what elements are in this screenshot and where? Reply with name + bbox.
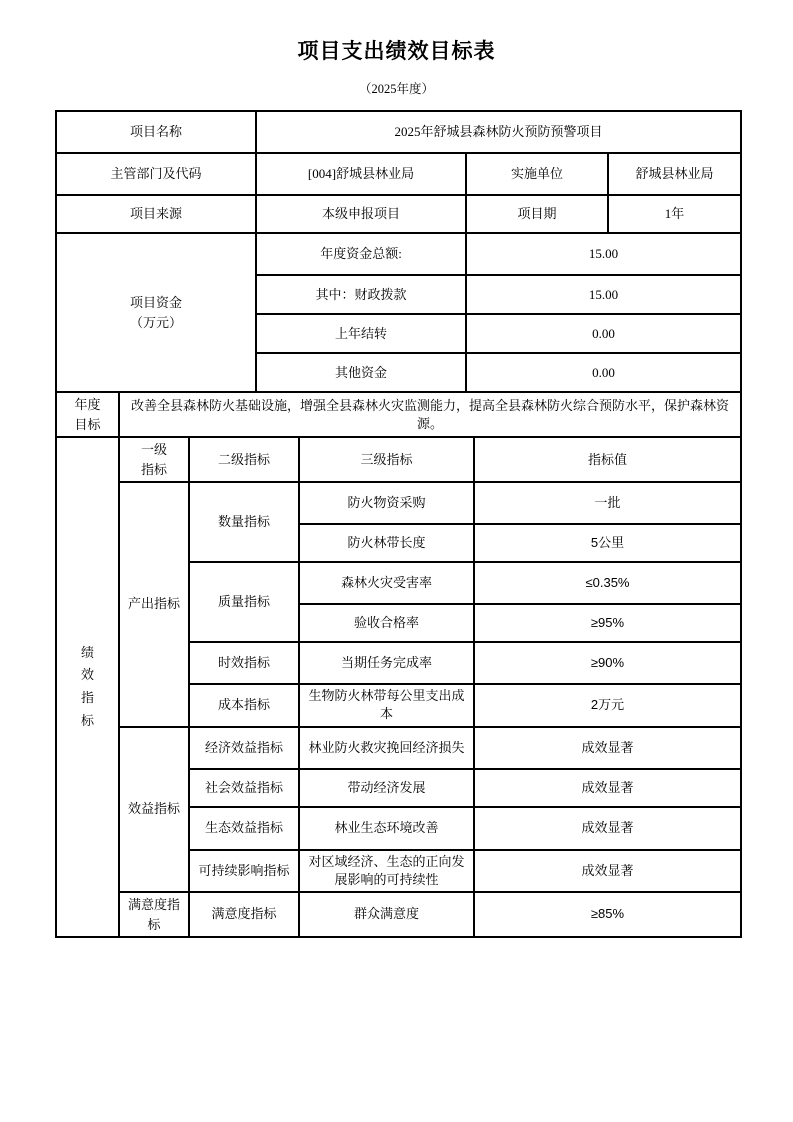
level3-indicator: 森林火灾受害率 (299, 562, 474, 604)
impl-unit-value: 舒城县林业局 (608, 153, 741, 195)
project-name-value: 2025年舒城县森林防火预防预警项目 (256, 111, 741, 153)
level3-indicator: 带动经济发展 (299, 769, 474, 807)
level2-quantity: 数量指标 (189, 482, 299, 562)
table-row (56, 437, 741, 482)
level3-indicator: 林业生态环境改善 (299, 807, 474, 850)
fund-carryover-label: 上年结转 (256, 314, 466, 353)
level2-social: 社会效益指标 (189, 769, 299, 807)
level1-benefit: 效益指标 (119, 727, 189, 892)
level1-output: 产出指标 (119, 482, 189, 726)
indicator-value: ≥90% (474, 642, 741, 684)
table-row (56, 892, 741, 937)
annual-goal-label (56, 392, 119, 437)
project-name-label: 项目名称 (56, 111, 256, 153)
level2-sustainability: 可持续影响指标 (189, 850, 299, 892)
indicator-value: 2万元 (474, 684, 741, 726)
level3-indicator: 当期任务完成率 (299, 642, 474, 684)
annual-goal-label-text: 年度目标 (74, 397, 101, 432)
indicator-value: ≤0.35% (474, 562, 741, 604)
header-level1-text: 一级指标 (140, 442, 167, 477)
table-row (56, 111, 741, 153)
dept-label: 主管部门及代码 (56, 153, 256, 195)
level2-economic: 经济效益指标 (189, 727, 299, 769)
fund-fiscal-value: 15.00 (466, 275, 741, 314)
indicator-value: 一批 (474, 482, 741, 524)
impl-unit-label: 实施单位 (466, 153, 608, 195)
table-row (56, 392, 741, 437)
level3-indicator: 防火林带长度 (299, 524, 474, 562)
indicator-value: 成效显著 (474, 727, 741, 769)
level3-indicator: 验收合格率 (299, 604, 474, 642)
fund-other-value: 0.00 (466, 353, 741, 392)
header-level2: 二级指标 (189, 437, 299, 482)
fund-total-label: 年度资金总额: (256, 233, 466, 275)
level3-indicator: 对区域经济、生态的正向发展影响的可持续性 (299, 850, 474, 892)
header-value: 指标值 (474, 437, 741, 482)
indicators-side-label (56, 437, 119, 937)
indicator-value: 5公里 (474, 524, 741, 562)
page-subtitle: （2025年度） (358, 82, 434, 97)
table-row (56, 153, 741, 195)
project-info-table (55, 110, 742, 393)
table-row (56, 195, 741, 233)
indicators-table (55, 436, 742, 938)
level3-indicator: 生物防火林带每公里支出成本 (299, 684, 474, 726)
fund-fiscal-label: 其中：财政拨款 (256, 275, 466, 314)
level3-indicator: 林业防火救灾挽回经济损失 (299, 727, 474, 769)
annual-goal-text: 改善全县森林防火基础设施，增强全县森林火灾监测能力，提高全县森林防火综合预防水平，保护森林资源。 (119, 392, 741, 437)
indicator-value: 成效显著 (474, 769, 741, 807)
level2-ecological: 生态效益指标 (189, 807, 299, 850)
period-value: 1年 (608, 195, 741, 233)
funds-group-label (56, 233, 256, 392)
header-level3: 三级指标 (299, 437, 474, 482)
fund-total-value: 15.00 (466, 233, 741, 275)
fund-carryover-value: 0.00 (466, 314, 741, 353)
table-row (56, 727, 741, 769)
indicator-value: 成效显著 (474, 807, 741, 850)
indicator-value: ≥95% (474, 604, 741, 642)
annual-goal-table (55, 391, 742, 438)
dept-value: [004]舒城县林业局 (256, 153, 466, 195)
indicators-side-label-text: 绩效指标 (80, 644, 94, 728)
page-title: 项目支出绩效目标表 (297, 40, 496, 63)
table-row (56, 482, 741, 524)
level1-satisfaction-text: 满意度指标 (127, 897, 180, 932)
header-level1 (119, 437, 189, 482)
level2-quality: 质量指标 (189, 562, 299, 642)
source-label: 项目来源 (56, 195, 256, 233)
level1-satisfaction (119, 892, 189, 937)
level2-satisfaction: 满意度指标 (189, 892, 299, 937)
funds-group-label-text: 项目资金（万元） (129, 295, 182, 330)
source-value: 本级申报项目 (256, 195, 466, 233)
table-row (56, 233, 741, 275)
level3-indicator: 群众满意度 (299, 892, 474, 937)
indicator-value: ≥85% (474, 892, 741, 937)
level2-timeliness: 时效指标 (189, 642, 299, 684)
indicator-value: 成效显著 (474, 850, 741, 892)
fund-other-label: 其他资金 (256, 353, 466, 392)
level3-indicator: 防火物资采购 (299, 482, 474, 524)
period-label: 项目期 (466, 195, 608, 233)
level2-cost: 成本指标 (189, 684, 299, 726)
